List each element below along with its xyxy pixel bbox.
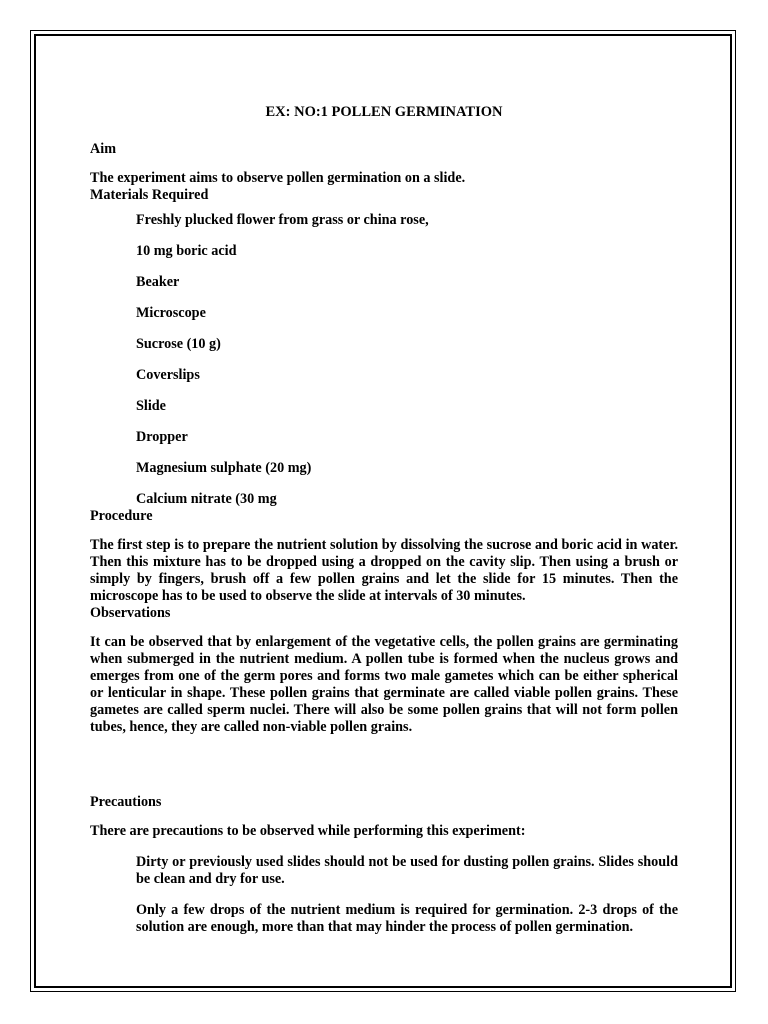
procedure-text: The first step is to prepare the nutrient solution by dissolving the sucrose and boric acid in water. Then this mixture has to be dropped using a dropped on the cavity slip. Then using a brush or simply by fingers, brush off a few pollen grains and let the slide for 15 minutes. Then the microscope has to be used to observe the slide at intervals of 30 minutes. <box>90 537 678 604</box>
aim-text: The experiment aims to observe pollen germination on a slide. <box>90 170 466 186</box>
precautions-intro: There are precautions to be observed while performing this experiment: <box>90 823 526 839</box>
precautions-item: Only a few drops of the nutrient medium is required for germination. 2-3 drops of the solution are enough, more than that may hinder the process of pollen germination. <box>136 902 678 935</box>
materials-item: Beaker <box>136 274 180 290</box>
observations-heading: Observations <box>90 605 171 621</box>
materials-list <box>136 212 678 508</box>
precautions-item: Dirty or previously used slides should not be used for dusting pollen grains. Slides should be clean and dry for use. <box>136 854 678 887</box>
materials-item: Magnesium sulphate (20 mg) <box>136 460 312 476</box>
materials-item: 10 mg boric acid <box>136 243 237 259</box>
materials-item: Microscope <box>136 305 206 321</box>
materials-item: Freshly plucked flower from grass or china rose, <box>136 212 429 228</box>
materials-item: Coverslips <box>136 367 200 383</box>
materials-item: Sucrose (10 g) <box>136 336 221 352</box>
materials-item: Slide <box>136 398 166 414</box>
document-title: EX: NO:1 POLLEN GERMINATION <box>265 104 503 120</box>
materials-heading: Materials Required <box>90 187 209 203</box>
procedure-heading: Procedure <box>90 508 153 524</box>
observations-text: It can be observed that by enlargement of the vegetative cells, the pollen grains are germinating when submerged in the nutrient medium. A pollen tube is formed when the nucleus grows and emerges from one of the germ pores and forms two male gametes which can be either spherical or lenticular in shape. These pollen grains that germinate are called viable pollen grains. These gametes are called sperm nuclei. There will also be some pollen grains that will not form pollen tubes, hence, they are called non-viable pollen grains. <box>90 634 678 735</box>
materials-item: Calcium nitrate (30 mg <box>136 491 277 507</box>
materials-item: Dropper <box>136 429 188 445</box>
aim-heading: Aim <box>90 141 117 157</box>
document-page <box>90 100 678 950</box>
precautions-list <box>136 854 678 936</box>
precautions-heading: Precautions <box>90 794 162 810</box>
